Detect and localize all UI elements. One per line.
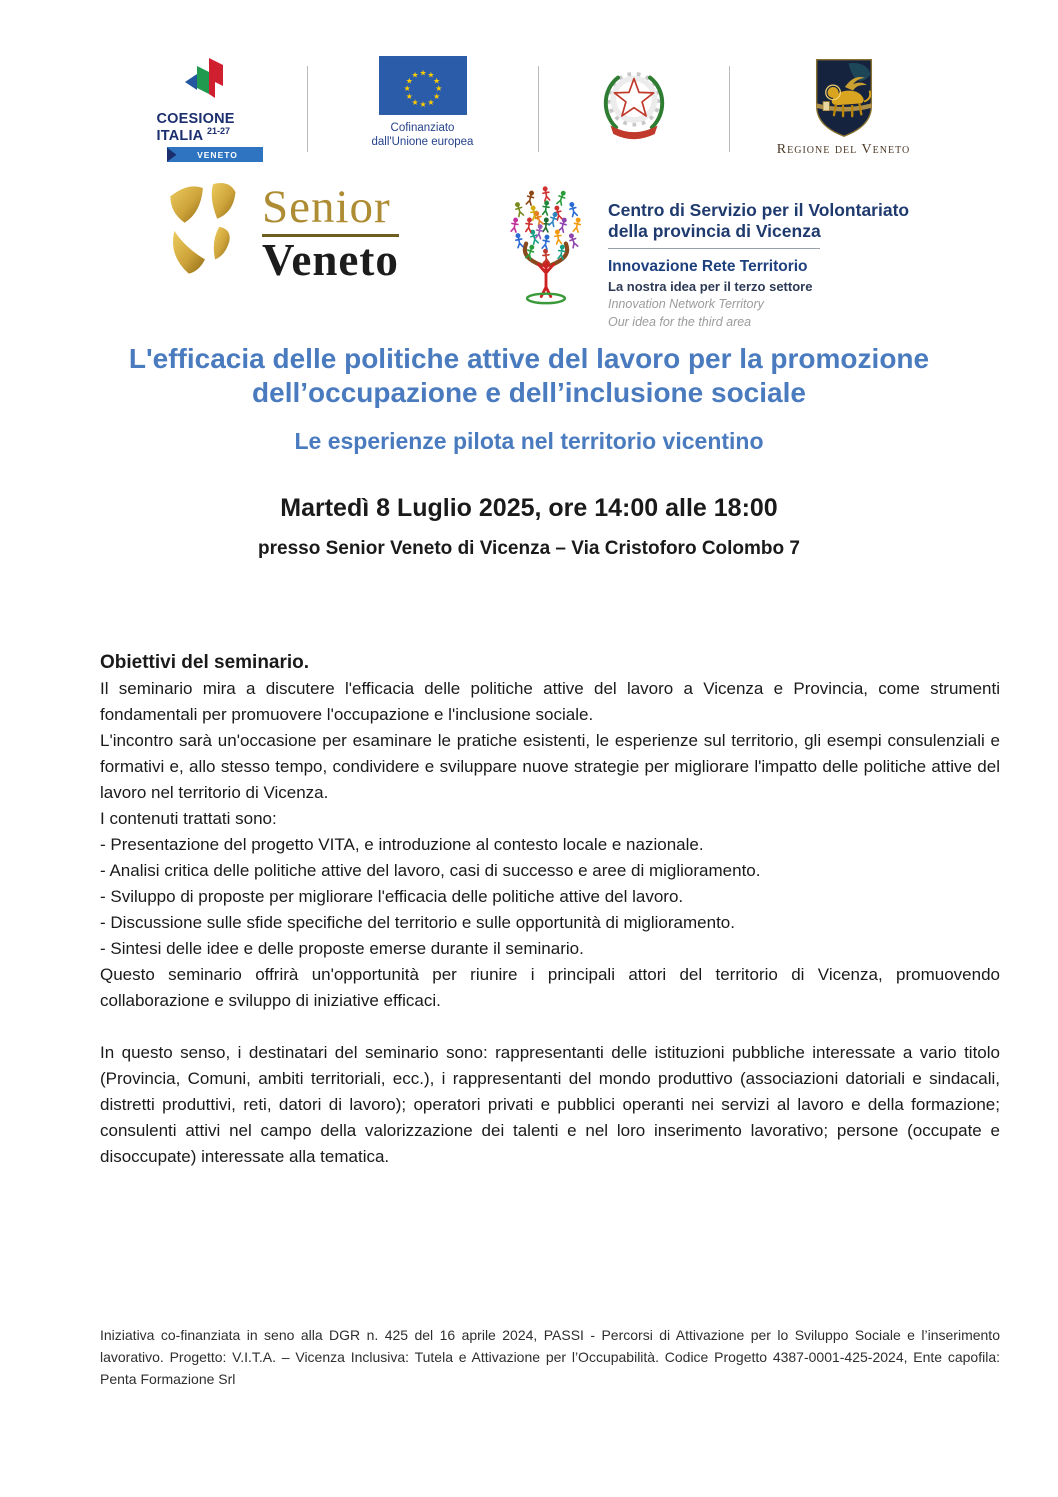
svg-text:★: ★	[405, 92, 413, 102]
body-paragraph: In questo senso, i destinatari del seminario sono: rappresentanti delle istituzioni pubbliche interessate a vario titolo (Provincia, Comuni, ambiti territoriali, ecc.), i rappresentanti del mondo produttivo (associazioni datoriali e sindacali, distretti produttivi, reti, datori di lavoro); operatori privati e pubblici operanti nei servizi al lavoro e della formazione; consulenti attivi nel campo della valorizzazione dei talenti e nel loro inserimento lavorativo; persone (occupate e disoccupate) interessate alla tematica.	[100, 1043, 1000, 1166]
csv-divider-line	[608, 248, 820, 249]
senior-veneto-wordmark	[262, 181, 399, 285]
seminar-title: L'efficacia delle politiche attive del lavoro per la promozione dell’occupazione e dell’inclusione sociale	[128, 343, 930, 409]
csv-tagline-italian: La nostra idea per il terzo settore	[608, 278, 813, 294]
svg-text:★: ★	[403, 84, 411, 94]
svg-text:★: ★	[432, 92, 440, 102]
csv-vicenza-text	[608, 200, 950, 330]
event-venue: presso Senior Veneto di Vicenza – Via Cristoforo Colombo 7	[258, 538, 800, 559]
svg-text:★: ★	[432, 76, 440, 86]
eu-cofunded-caption: Cofinanziato dall'Unione europea	[371, 122, 474, 149]
svg-text:★: ★	[426, 70, 434, 80]
italian-republic-emblem-icon	[587, 56, 681, 150]
csv-title-line1: Centro di Servizio per il Volontariato	[608, 200, 910, 220]
seminar-subtitle: Le esperienze pilota nel territorio vicentino	[294, 428, 764, 454]
csv-program-english: Innovation Network Territory	[608, 296, 764, 311]
regione-veneto-caption: Regione del Veneto	[776, 142, 911, 157]
svg-text:★: ★	[418, 68, 427, 78]
people-tree-icon	[494, 180, 598, 310]
svg-text:★: ★	[405, 76, 413, 86]
svg-text:★: ★	[418, 100, 427, 110]
coesione-italia-logo	[145, 56, 263, 162]
senior-wordmark: Senior	[262, 184, 399, 237]
italian-republic-emblem-logo	[579, 56, 689, 150]
body-paragraph: L'incontro sarà un'occasione per esaminare le pratiche esistenti, le esperienze sul territorio, gli esempi consulenziali e formativi e, allo stesso tempo, condividere e sviluppare nuove strategie per migliorare l'impatto delle politiche attive del lavoro nel territorio di Vicenza.	[100, 731, 1000, 802]
eu-flag-icon	[379, 56, 467, 115]
topic-list-item: - Sintesi delle idee e delle proposte emerse durante il seminario.	[100, 939, 584, 958]
funding-footer-text: Iniziativa co-finanziata in seno alla DGR n. 425 del 16 aprile 2024, PASSI - Percorsi di Attivazione per lo Sviluppo Sociale e l’inserimento lavorativo. Progetto: V.I.T.A. – Vicenza Inclusiva: Tutela e Attivazione per l’Occupabilità. Codice Progetto 4387-0001-425-2024, Ente capofila: Penta Formazione Srl	[100, 1327, 1000, 1387]
csv-vicenza-logo	[494, 180, 950, 330]
svg-text:★: ★	[426, 97, 434, 107]
logo-divider	[538, 66, 539, 152]
objectives-heading: Obiettivi del seminario.	[100, 652, 310, 673]
regione-veneto-logo	[774, 56, 914, 158]
funding-logos-row	[0, 56, 1058, 172]
seminar-body	[100, 650, 1000, 1170]
funding-footer	[100, 1324, 1000, 1390]
senior-veneto-logo	[162, 180, 399, 292]
veneto-wordmark: Veneto	[262, 235, 399, 285]
svg-text:★: ★	[434, 84, 442, 94]
organization-logos-row	[162, 180, 950, 330]
coesione-veneto-banner: VENETO	[167, 147, 263, 162]
coesione-italia-mark-icon	[173, 56, 235, 110]
csv-tagline-english: Our idea for the third area	[608, 315, 752, 330]
coesione-italia-label: COESIONE ITALIA $^{21-27}$	[156, 111, 235, 145]
veneto-lion-shield-icon	[812, 56, 876, 138]
topic-list-item: - Presentazione del progetto VITA, e introduzione al contesto locale e nazionale.	[100, 835, 704, 854]
topic-list-item: - Discussione sulle sfide specifiche del territorio e sulle opportunità di miglioramento.	[100, 913, 735, 932]
senior-veneto-shield-icon	[162, 180, 254, 292]
csv-program-name: Innovazione Rete Territorio	[608, 258, 808, 276]
body-paragraph: Il seminario mira a discutere l'efficacia delle politiche attive del lavoro a Vicenza e Provincia, come strumenti fondamentali per promuovere l'occupazione e l'inclusione sociale.	[100, 679, 1000, 724]
svg-text:★: ★	[411, 97, 419, 107]
svg-text:★: ★	[411, 70, 419, 80]
chevron-right-icon	[167, 147, 177, 162]
eu-cofunded-logo	[348, 56, 498, 150]
logo-divider	[307, 66, 308, 152]
csv-title-line2: della provincia di Vicenza	[608, 220, 821, 241]
event-datetime: Martedì 8 Luglio 2025, ore 14:00 alle 18:00	[280, 494, 778, 522]
body-paragraph: Questo seminario offrirà un'opportunità per riunire i principali attori del territorio di Vicenza, promuovendo collaborazione e sviluppo di iniziative efficaci.	[100, 965, 1000, 1010]
body-paragraph: I contenuti trattati sono:	[100, 809, 277, 828]
topic-list-item: - Analisi critica delle politiche attive del lavoro, casi di successo e aree di miglioramento.	[100, 861, 761, 880]
topic-list-item: - Sviluppo di proposte per migliorare l'efficacia delle politiche attive del lavoro.	[100, 887, 684, 906]
logo-divider	[729, 66, 730, 152]
